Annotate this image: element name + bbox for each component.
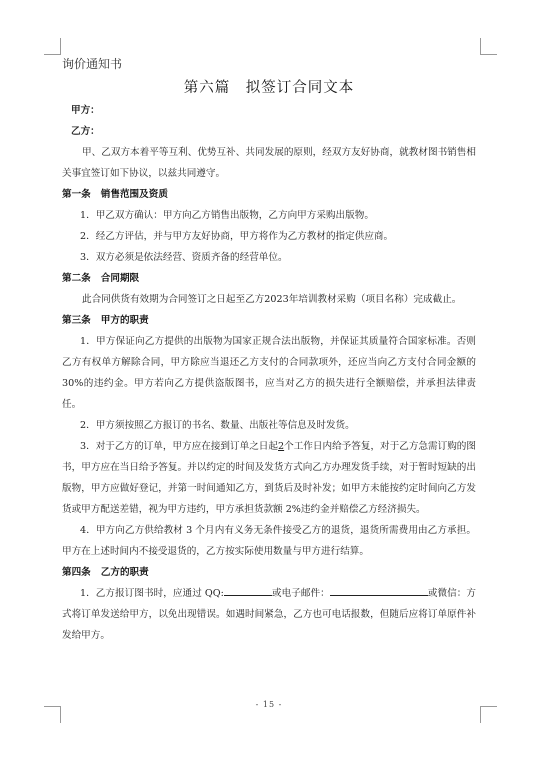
article-1-number: 第一条 <box>62 189 91 200</box>
article-4-title: 乙方的职责 <box>100 567 149 578</box>
article-1-title: 销售范围及资质 <box>100 189 168 200</box>
article-3-heading <box>62 310 476 331</box>
party-b-label: 乙方： <box>71 126 100 137</box>
article-3-item-3-part-b: 个工作日内给予答复，对于乙方急需订购的图书，甲方应在当日给予答复。并以约定的时间及发货方式向乙方办理发货手续，对于暂时短缺的出版物，甲方应做好登记，并第一时间通知乙方，到货后及时补发；如甲方未能按约定时间向乙方发货或甲方配送差错，视为甲方违约，甲方承担货款额 2%违约金并赔偿乙方经济损失。 <box>62 441 476 515</box>
contract-body <box>62 100 476 646</box>
article-3-number: 第三条 <box>62 315 91 326</box>
article-3-title: 甲方的职责 <box>100 315 149 326</box>
intro-paragraph: 甲、乙双方本着平等互利、优势互补、共同发展的原则，经双方友好协商，就教材图书销售相关事宜签订如下协议，以兹共同遵守。 <box>62 147 476 179</box>
article-4-heading <box>62 562 476 583</box>
article-2-number: 第二条 <box>62 273 91 284</box>
crop-mark-top-right <box>480 38 497 55</box>
article-1-item-1: 1．甲乙双方确认：甲方向乙方销售出版物，乙方向甲方采购出版物。 <box>80 210 374 221</box>
qq-blank-field[interactable] <box>224 584 272 596</box>
article-4-number: 第四条 <box>62 567 91 578</box>
party-a-label: 甲方： <box>71 105 100 116</box>
article-3-item-1: 1．甲方保证向乙方提供的出版物为国家正规合法出版物，并保证其质量符合国家标准。否则乙方有权单方解除合同，甲方除应当退还乙方支付的合同款项外，还应当向乙方支付合同金额的30%的违约金。甲方若向乙方提供盗版图书，应当对乙方的损失进行全额赔偿，并承担法律责任。 <box>62 336 476 410</box>
article-3-item-4: 4．甲方向乙方供给教材 3 个月内有义务无条件接受乙方的退货，退货所需费用由乙方承担。甲方在上述时间内不接受退货的，乙方按实际使用数量与甲方进行结算。 <box>62 525 476 557</box>
article-2-heading <box>62 268 476 289</box>
article-3-item-2: 2．甲方须按照乙方报订的书名、数量、出版社等信息及时发货。 <box>80 420 355 431</box>
page-title: 第六篇 拟签订合同文本 <box>183 80 355 96</box>
article-1-item-2: 2．经乙方评估，并与甲方友好协商，甲方将作为乙方教材的指定供应商。 <box>80 231 394 242</box>
crop-mark-top-left <box>44 38 61 55</box>
article-1-heading <box>62 184 476 205</box>
reply-days-value: 2 <box>278 441 285 452</box>
article-4-item-1 <box>62 583 476 646</box>
article-4-item-1-part-a: 1．乙方报订图书时，应通过 QQ: <box>80 588 224 599</box>
article-4-item-1-part-b: 或电子邮件： <box>271 588 330 599</box>
article-2-title: 合同期限 <box>100 273 140 284</box>
header-label: 询价通知书 <box>62 57 123 71</box>
article-3-item-3-part-a: 3．对于乙方的订单，甲方应在接到订单之日起 <box>80 441 278 452</box>
email-blank-field[interactable] <box>330 584 428 596</box>
article-4-item-1-part-c: 或微信：方式将订单发送给甲方，以免出现错误。如遇时间紧急，乙方也可电话报数，但随后应将订单原件补发给甲方。 <box>62 588 476 641</box>
article-2-text: 此合同供货有效期为合同签订之日起至乙方2023年培训教材采购（项目名称）完成截止。 <box>82 294 462 305</box>
article-1-item-3: 3．双方必须是依法经营、资质齐备的经营单位。 <box>80 252 288 263</box>
article-3-item-3 <box>62 436 476 520</box>
page-number: - 15 - <box>255 700 283 709</box>
